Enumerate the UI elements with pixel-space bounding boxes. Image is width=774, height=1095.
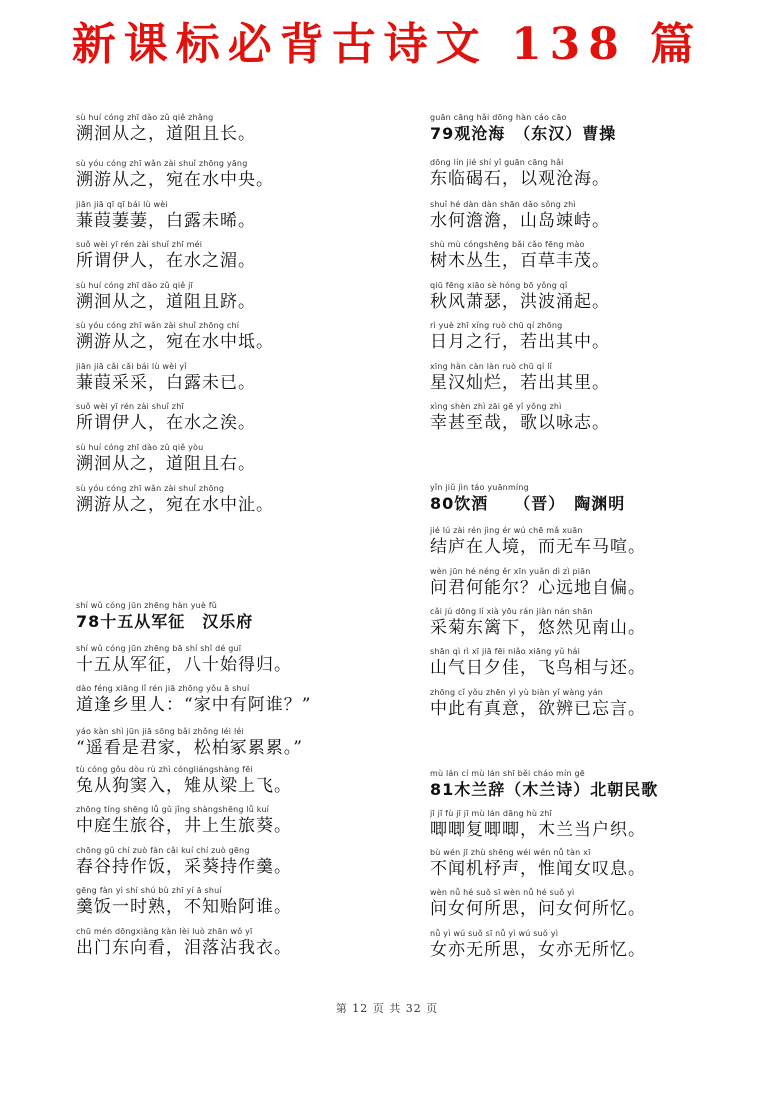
- pinyin-annotation: bù wén jī zhù shēng wéi wén nǚ tàn xī: [430, 848, 591, 857]
- poem-verse-text: 溯游从之，宛在水中央。: [76, 170, 274, 190]
- poem-line: [76, 280, 256, 313]
- page-number-footer: 第 12 页 共 32 页: [335, 1002, 439, 1015]
- pinyin-annotation: chū mén dōngxiàng kàn lèi luò zhān wǒ yī: [76, 927, 253, 936]
- poem-verse-text: 中庭生旅谷，井上生旅葵。: [76, 816, 292, 836]
- pinyin-annotation: wèn nǚ hé suǒ sī wèn nǚ hé suǒ yì: [430, 888, 575, 897]
- poem-verse-text: 日月之行，若出其中。: [430, 332, 610, 352]
- pinyin-annotation: shuǐ hé dàn dàn shān dǎo sǒng zhì: [430, 200, 576, 209]
- poem-line: [76, 845, 292, 878]
- poem-verse-text: “遥看是君家，松柏冢累累。”: [76, 738, 303, 758]
- pinyin-annotation: sù yóu cóng zhī wǎn zài shuǐ zhōng yāng: [76, 159, 248, 168]
- poem-line: [430, 280, 610, 313]
- pinyin-annotation: mù lán cí mù lán shī běi cháo mín gē: [430, 769, 585, 778]
- poem-verse-text: 溯洄从之，道阻且跻。: [76, 292, 256, 312]
- poem-title-text: 81木兰辞（木兰诗）北朝民歌: [430, 780, 659, 799]
- poem-verse-text: 蒹葭采采，白露未已。: [76, 373, 256, 393]
- poem-title-text: 80饮酒 （晋） 陶渊明: [430, 494, 626, 513]
- pinyin-annotation: suǒ wèi yī rén zài shuǐ zhī méi: [76, 240, 203, 249]
- pinyin-annotation: shān qì rì xī jiā fēi niǎo xiāng yǔ hái: [430, 647, 581, 656]
- pinyin-annotation: zhōng cǐ yǒu zhēn yì yù biàn yǐ wàng yán: [430, 688, 604, 697]
- pinyin-annotation: sù yóu cóng zhī wǎn zài shuǐ zhōng: [76, 484, 225, 493]
- poem-line: [430, 687, 646, 720]
- poem-verse-text: 中此有真意，欲辨已忘言。: [430, 699, 646, 719]
- poem-line: [76, 885, 292, 918]
- poem-line: [76, 361, 256, 394]
- poem-line: [76, 764, 292, 797]
- pinyin-annotation: sù huí cóng zhī dào zǔ qiě yòu: [76, 443, 204, 452]
- pinyin-annotation: wèn jūn hé néng ěr xīn yuǎn dì zì piān: [430, 567, 591, 576]
- poem-line: [430, 847, 646, 880]
- poem-verse-text: 问君何能尔？心远地自偏。: [430, 578, 646, 598]
- poem-verse-text: 溯洄从之，道阻且右。: [76, 454, 256, 474]
- pinyin-annotation: yǐn jiǔ jìn táo yuānmíng: [430, 483, 529, 492]
- poem-verse-text: 水何澹澹，山岛竦峙。: [430, 211, 610, 231]
- poem-line: [430, 646, 646, 679]
- poem-verse-text: 不闻机杼声，惟闻女叹息。: [430, 859, 646, 879]
- pinyin-annotation: xìng shèn zhì zāi gē yǐ yǒng zhì: [430, 402, 562, 411]
- poem-line: [430, 887, 646, 920]
- pinyin-annotation: shù mù cóngshēng bǎi cǎo fēng mào: [430, 240, 585, 249]
- poem-verse-text: 十五从军征，八十始得归。: [76, 655, 292, 675]
- pinyin-annotation: jiān jiā qī qī bái lù wèi: [76, 200, 168, 209]
- poem-line: [76, 442, 256, 475]
- pinyin-annotation: guān cāng hǎi dōng hàn cáo cāo: [430, 113, 567, 122]
- poem-verse-text: 所谓伊人，在水之涘。: [76, 413, 256, 433]
- poem-line: [76, 683, 311, 716]
- poem-verse-text: 唧唧复唧唧，木兰当户织。: [430, 820, 646, 840]
- poem-line: [76, 401, 256, 434]
- poem-line: [76, 320, 274, 353]
- pinyin-annotation: sù huí cóng zhī dào zǔ qiě zhǎng: [76, 113, 214, 122]
- pinyin-annotation: gēng fàn yì shí shú bù zhī yí ā shuí: [76, 886, 222, 895]
- poem-line: [76, 804, 292, 837]
- pinyin-annotation: sù yóu cóng zhī wǎn zài shuǐ zhōng chí: [76, 321, 240, 330]
- poem-line: [76, 483, 274, 516]
- poem-verse-text: 道逢乡里人：“家中有阿谁？”: [76, 695, 312, 715]
- poem-verse-text: 东临碣石，以观沧海。: [430, 169, 610, 189]
- poem-line: [76, 199, 256, 232]
- pinyin-annotation: dōng lín jié shí yǐ guān cāng hǎi: [430, 158, 564, 167]
- poem-verse-text: 女亦无所思，女亦无所忆。: [430, 940, 646, 960]
- poem-verse-text: 山气日夕佳，飞鸟相与还。: [430, 658, 646, 678]
- poem-verse-text: 所谓伊人，在水之湄。: [76, 251, 256, 271]
- poem-line: [430, 401, 610, 434]
- poem-verse-text: 星汉灿烂，若出其里。: [430, 373, 610, 393]
- page-banner-title: 新课标必背古诗文 138 篇: [71, 19, 703, 70]
- poem-heading: [430, 112, 616, 145]
- poem-verse-text: 结庐在人境，而无车马喧。: [430, 537, 646, 557]
- pinyin-annotation: suǒ wèi yī rén zài shuǐ zhī: [76, 402, 184, 411]
- pinyin-annotation: cǎi jú dōng lí xià yōu rán jiàn nán shān: [430, 607, 593, 616]
- pinyin-annotation: tù cóng gǒu dòu rù zhì cóngliángshàng fēi: [76, 765, 253, 774]
- pinyin-annotation: rì yuè zhī xíng ruò chū qí zhōng: [430, 321, 563, 330]
- poem-verse-text: 出门东向看，泪落沾我衣。: [76, 938, 292, 958]
- poem-heading: [430, 768, 658, 801]
- poem-line: [430, 199, 610, 232]
- poem-line: [76, 726, 303, 759]
- poem-line: [430, 361, 610, 394]
- pinyin-annotation: yáo kàn shì jūn jiā sōng bǎi zhǒng léi léi: [76, 727, 244, 736]
- poem-line: [76, 112, 256, 145]
- poem-verse-text: 采菊东篱下，悠然见南山。: [430, 618, 646, 638]
- poem-verse-text: 树木丛生，百草丰茂。: [430, 251, 610, 271]
- poem-verse-text: 溯洄从之，道阻且长。: [76, 124, 256, 144]
- pinyin-annotation: jié lú zài rén jìng ér wú chē mǎ xuān: [430, 526, 583, 535]
- poem-verse-text: 兔从狗窦入，雉从梁上飞。: [76, 776, 292, 796]
- poem-verse-text: 秋风萧瑟，洪波涌起。: [430, 292, 610, 312]
- poem-line: [430, 566, 646, 599]
- pinyin-annotation: shí wǔ cóng jūn zhēng bā shí shǐ dé guī: [76, 644, 242, 653]
- poem-line: [430, 239, 610, 272]
- pinyin-annotation: jī jī fù jī jī mù lán dāng hù zhī: [430, 809, 552, 818]
- poem-line: [76, 643, 292, 676]
- poem-verse-text: 羹饭一时熟，不知贻阿谁。: [76, 897, 292, 917]
- pinyin-annotation: sù huí cóng zhī dào zǔ qiě jī: [76, 281, 193, 290]
- poem-line: [430, 808, 646, 841]
- pinyin-annotation: xīng hàn càn làn ruò chū qí lǐ: [430, 362, 553, 371]
- poem-verse-text: 溯游从之，宛在水中沚。: [76, 495, 274, 515]
- poem-line: [76, 158, 274, 191]
- poem-verse-text: 幸甚至哉，歌以咏志。: [430, 413, 610, 433]
- poem-line: [76, 239, 256, 272]
- poem-verse-text: 溯游从之，宛在水中坻。: [76, 332, 274, 352]
- poem-verse-text: 蒹葭萋萋，白露未晞。: [76, 211, 256, 231]
- poem-line: [430, 928, 646, 961]
- poem-line: [430, 157, 610, 190]
- poem-title-text: 79观沧海 （东汉）曹操: [430, 124, 617, 143]
- poem-line: [430, 606, 646, 639]
- poem-title-text: 78十五从军征 汉乐府: [76, 612, 254, 631]
- pinyin-annotation: jiān jiā cǎi cǎi bái lù wèi yǐ: [76, 362, 187, 371]
- pinyin-annotation: nǚ yì wú suǒ sī nǚ yì wú suǒ yì: [430, 929, 559, 938]
- poem-line: [430, 320, 610, 353]
- pinyin-annotation: zhōng tíng shēng lǚ gǔ jǐng shàngshēng lǚ kuí: [76, 805, 270, 814]
- pinyin-annotation: qiū fēng xiāo sè hóng bō yǒng qǐ: [430, 281, 568, 290]
- pinyin-annotation: shí wǔ cóng jūn zhēng hàn yuè fǔ: [76, 601, 218, 610]
- poem-line: [76, 926, 292, 959]
- pinyin-annotation: dào féng xiāng lǐ rén jiā zhōng yǒu ā shuí: [76, 684, 250, 693]
- pinyin-annotation: chōng gǔ chí zuò fàn cǎi kuí chí zuò gēng: [76, 846, 250, 855]
- poem-line: [430, 525, 646, 558]
- poem-verse-text: 舂谷持作饭，采葵持作羹。: [76, 857, 292, 877]
- poem-heading: [76, 600, 253, 633]
- poem-verse-text: 问女何所思，问女何所忆。: [430, 899, 646, 919]
- poem-heading: [430, 482, 625, 515]
